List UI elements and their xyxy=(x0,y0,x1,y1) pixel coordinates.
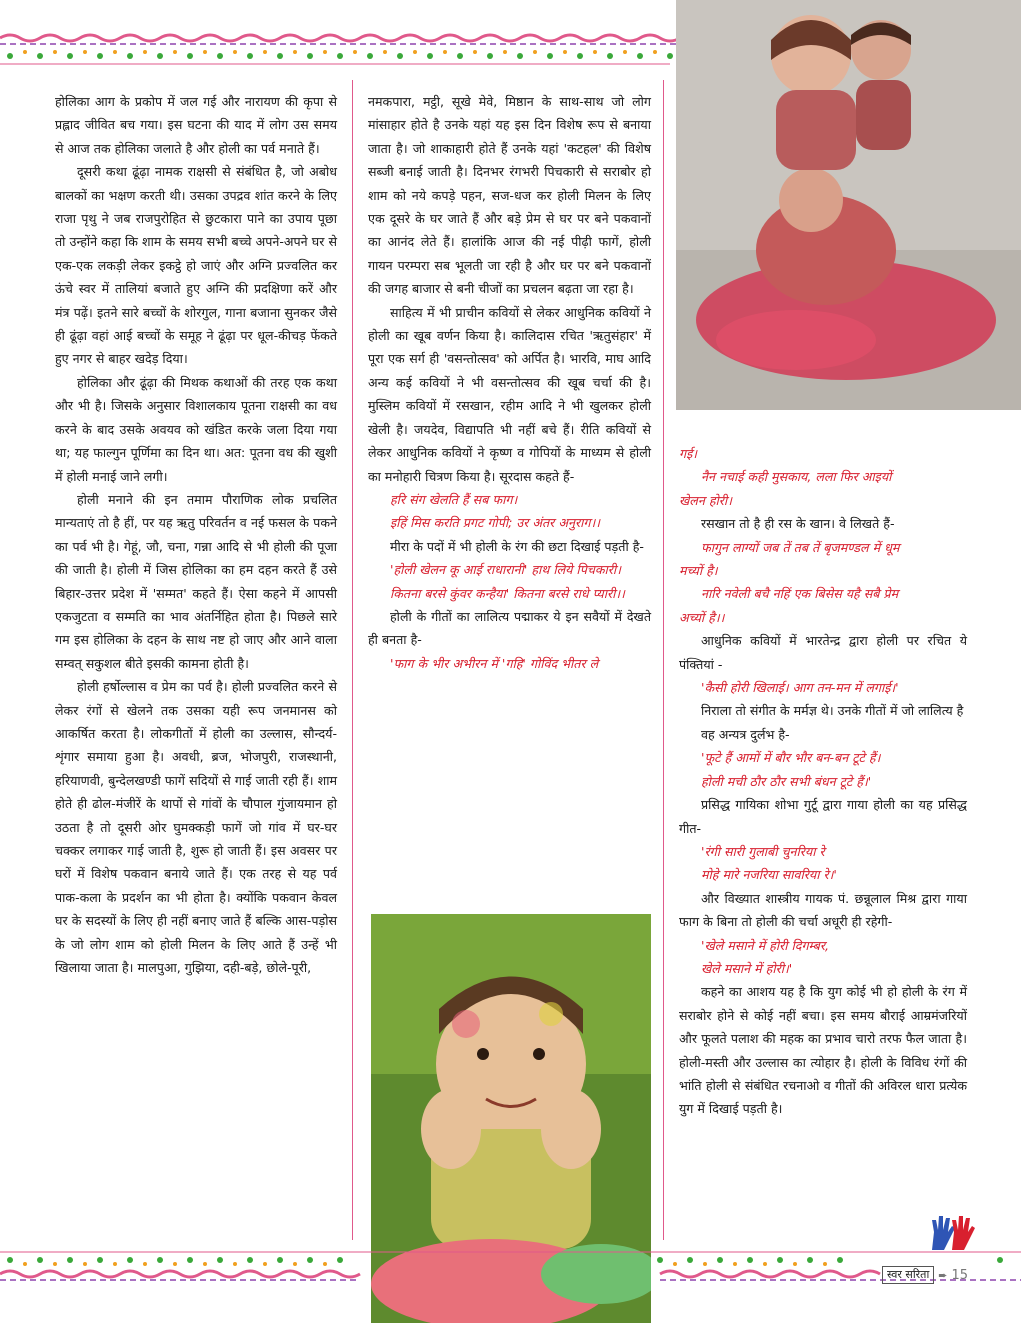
verse-line: अच्यों है।। xyxy=(679,609,725,625)
column-divider xyxy=(352,80,353,1240)
verse-line: हरि संग खेलति हैं सब फाग। xyxy=(390,491,518,507)
paragraph: साहित्य में भी प्राचीन कवियों से लेकर आधुनिक कवियों ने होली का खूब वर्णन किया है। कालिदास रचित 'ऋतुसंहार' में पूरा एक सर्ग ही 'वसन्तोत्सव' को अर्पित है। भारवि, माघ आदि अन्य कई कवियों ने भी वसन्तोत्सव की खूब चर्चा की है। मुस्लिम कवियों में रसखान, रहीम आदि ने भी खुलकर होली खेली है। जयदेव, विद्यापति भी नहीं बचे हैं। रीति कवियों से लेकर आधुनिक कवियों ने कृष्ण व गोपियों के माध्यम से होली का मनोहारी चित्रण किया है। सूरदास कहते हैं- xyxy=(368,304,651,484)
article-column-2 xyxy=(368,90,651,675)
paragraph: वह अन्यत्र दुर्लभ है- xyxy=(701,726,790,742)
verse-line: 'फूटे हैं आमों में बौर भौर बन-बन टूटे हैं। xyxy=(701,750,881,766)
paragraph: होलिका और ढूंढ़ा की मिथक कथाओं की तरह एक कथा और भी है। जिसके अनुसार विशालकाय पूतना राक्षसी का वध करने के बाद उसके अवयव को खंडित करके जला दिया गया था; यह फाल्गुन पूर्णिमा का दिन था। अत: पूतना वध की खुशी में होली मनाई जाने लगी। xyxy=(55,374,337,484)
holi-children-photo xyxy=(676,0,1021,410)
paragraph: होली मनाने की इन तमाम पौराणिक लोक प्रचलित मान्यताएं तो है हीं, पर यह ऋतु परिवर्तन व नई फसल के पकने का पर्व भी है। गेहूं, जौ, चना, गन्ना आदि से भी होली की पूजा की जाती है। होली में जिस होलिका का हम दहन करते हैं उसे बिहार-उत्तर प्रदेश में 'सम्मत' कहते हैं। ऐसा कहने में आपसी एकजुटता व सम्मति का भाव अंतर्निहित होता है। पिछले सारे गम इस होलिका के दहन के साथ नष्ट हो जाए और आने वाला सम्वत् सकुशल बीते इसकी कामना होती है। xyxy=(55,491,337,671)
paragraph: और विख्यात शास्त्रीय गायक पं. छन्नूलाल मिश्र द्वारा गाया फाग के बिना तो होली की चर्चा अधूरी ही रहेगी- xyxy=(679,890,967,930)
magazine-name: स्वर सरिता xyxy=(882,1266,934,1284)
paragraph: आधुनिक कवियों में भारतेन्द्र द्वारा होली पर रचित ये पंक्तियां - xyxy=(679,633,967,672)
verse-line: 'रंगी सारी गुलाबी चुनरिया रे xyxy=(701,843,825,859)
verse-line: होली मची ठौर ठौर सभी बंधन टूटे हैं।' xyxy=(701,773,872,789)
article-column-3 xyxy=(679,442,967,1121)
verse-line: इहिं मिस करति प्रगट गोपी; उर अंतर अनुराग।। xyxy=(390,515,601,531)
column-divider xyxy=(663,80,664,1240)
paragraph: होली हर्षोल्लास व प्रेम का पर्व है। होली प्रज्वलित करने से लेकर रंगों से खेलने तक उसका यही रूप जनमानस को आकर्षित करता है। लोकगीतों में होली का उल्लास, सौन्दर्य-शृंगार समाया हुआ है। अवधी, ब्रज, भोजपुरी, राजस्थानी, हरियाणवी, बुन्देलखण्डी फागें सदियों से गाई जाती रही हैं। शाम होते ही ढोल-मंजीरें के थापों से गांवों के चौपाल गुंजायमान हो उठता है तो दूसरी ओर घुमक्कड़ी फागें जो गांव में घर-घर चक्कर लगाकर गाई जाती है, शुरू हो जाती हैं। इस अवसर पर घरों में विशेष पकवान बनाये जाते हैं। एक तरह से यह पर्व पाक-कला के प्रदर्शन का भी होता है। क्योंकि पकवान केवल घर के सदस्यों के लिए ही नहीं बनाए जाते हैं बल्कि आस-पड़ोस के जो लोग शाम को होली मिलन के लिए आते हैं उन्हें भी खिलाया जाता है। मालपुआ, गुझिया, दही-बड़े, छोले-पूरी, xyxy=(55,679,337,976)
paragraph: नमकपारा, मट्ठी, सूखे मेवे, मिष्ठान के साथ-साथ जो लोग मांसाहार होते है उनके यहां यह इस दिन विशेष रूप से बनाया जाता है। जो शाकाहारी होते हैं उनके यहां 'कटहल' की विशेष सब्जी बनाई जाती है। दिनभर रंगभरी पिचकारी से सराबोर हो शाम को नये कपड़े पहन, सज-धज कर होली मिलन के लिए एक दूसरे के घर जाते हैं और बड़े प्रेम से घर पर बने पकवानों का आनंद लेते हैं। हालांकि आज की नई पीढ़ी फागें, होली गायन परम्परा सब भूलती जा रही है और घर पर बने पकवानों की जगह बाजार से बनी चीजों का प्रचलन बढ़ता जा रहा है। xyxy=(368,94,651,297)
paragraph: दूसरी कथा ढूंढ़ा नामक राक्षसी से संबंधित है, जो अबोध बालकों का भक्षण करती थी। उसका उपद्रव शांत करने के लिए राजा पृथु ने जब राजपुरोहित से छुटकारा पाने का उपाय पूछा तो उन्होंने कहा कि शाम के समय सभी बच्चे अपने-अपने घर से एक-एक लकड़ी लेकर इकट्ठे हो जाएं और अग्नि प्रज्वलित कर ऊंचे स्वर में तालियां बजाते हुए अग्नि की प्रदक्षिणा करें और मंत्र पढ़ें। इतने सारे बच्चों के शोरगुल, गाना बजाना सुनकर जैसे ही ढूंढ़ा वहां आई बच्चों के समूह ने ढूंढ़ा पर धूल-कीचड़ फेंकते हुए नगर से बाहर खदेड़ दिया। xyxy=(55,164,337,367)
paragraph: रसखान तो है ही रस के खान। वे लिखते हैं- xyxy=(701,516,895,532)
verse-line: नैन नचाई कही मुसकाय, लला फिर आइयों xyxy=(701,469,892,485)
page-footer xyxy=(882,1266,968,1284)
paragraph: निराला तो संगीत के मर्मज्ञ थे। उनके गीतों में जो लालित्य है xyxy=(701,703,964,719)
arrow-right-icon: ➨ xyxy=(938,1268,948,1282)
verse-line: फागुन लाग्यों जब तें तब तें बृजमण्डल में धूम xyxy=(701,539,900,555)
verse-line: मच्यों है। xyxy=(679,563,718,579)
verse-line: 'होली खेलन कू आई राधारानी' हाथ लिये पिचकारी। xyxy=(390,562,621,578)
paragraph: होली के गीतों का लालित्य पद्माकर ये इन सवैयों में देखते ही बनता है- xyxy=(368,608,651,648)
paragraph: होलिका आग के प्रकोप में जल गई और नारायण की कृपा से प्रह्लाद जीवित बच गया। इस घटना की याद में लोग उस समय से आज तक होलिका जलाते है और होली का पर्व मनाते हैं। xyxy=(55,94,337,156)
verse-line: 'फाग के भीर अभीरन में 'गहि' गोविंद भीतर ले xyxy=(390,655,599,671)
verse-line: खेलन होरी। xyxy=(679,492,732,508)
verse-line: नारि नवेली बचै नहिं एक बिसेस यहै सबै प्रेम xyxy=(701,586,899,602)
paragraph: कहने का आशय यह है कि युग कोई भी हो होली के रंग में सराबोर होने से कोई नहीं बचा। इस समय बौराई आम्रमंजरियों और फूलते पलाश की महक का प्रभाव चारो तरफ फैल जाता है। होली-मस्ती और उल्लास का त्योहार है। होली के विविध रंगों की भांति होली से संबंधित रचनाओ व गीतों की अविरल धारा प्रत्येक युग में दिखाई पड़ती है। xyxy=(679,984,967,1117)
verse-line: मोहे मारे नजरिया सावरिया रे।' xyxy=(701,867,837,883)
page-number: 15 xyxy=(951,1267,969,1283)
bottom-decorative-border xyxy=(0,1246,1021,1286)
verse-line: खेले मसाने में होरी।' xyxy=(701,960,793,976)
paragraph: मीरा के पदों में भी होली के रंग की छटा दिखाई पड़ती है- xyxy=(390,538,644,554)
verse-line: गई। xyxy=(679,446,698,461)
verse-line: 'कैसी होरी खिलाई। आग तन-मन में लगाई।' xyxy=(701,680,899,696)
paragraph: प्रसिद्ध गायिका शोभा गुर्टू द्वारा गाया होली का यह प्रसिद्ध गीत- xyxy=(679,797,967,836)
verse-line: कितना बरसे कुंवर कन्हैया' कितना बरसे राधे प्यारी।। xyxy=(390,585,625,601)
verse-line: 'खेले मसाने में होरी दिगम्बर, xyxy=(701,937,829,953)
article-column-1 xyxy=(55,90,337,979)
